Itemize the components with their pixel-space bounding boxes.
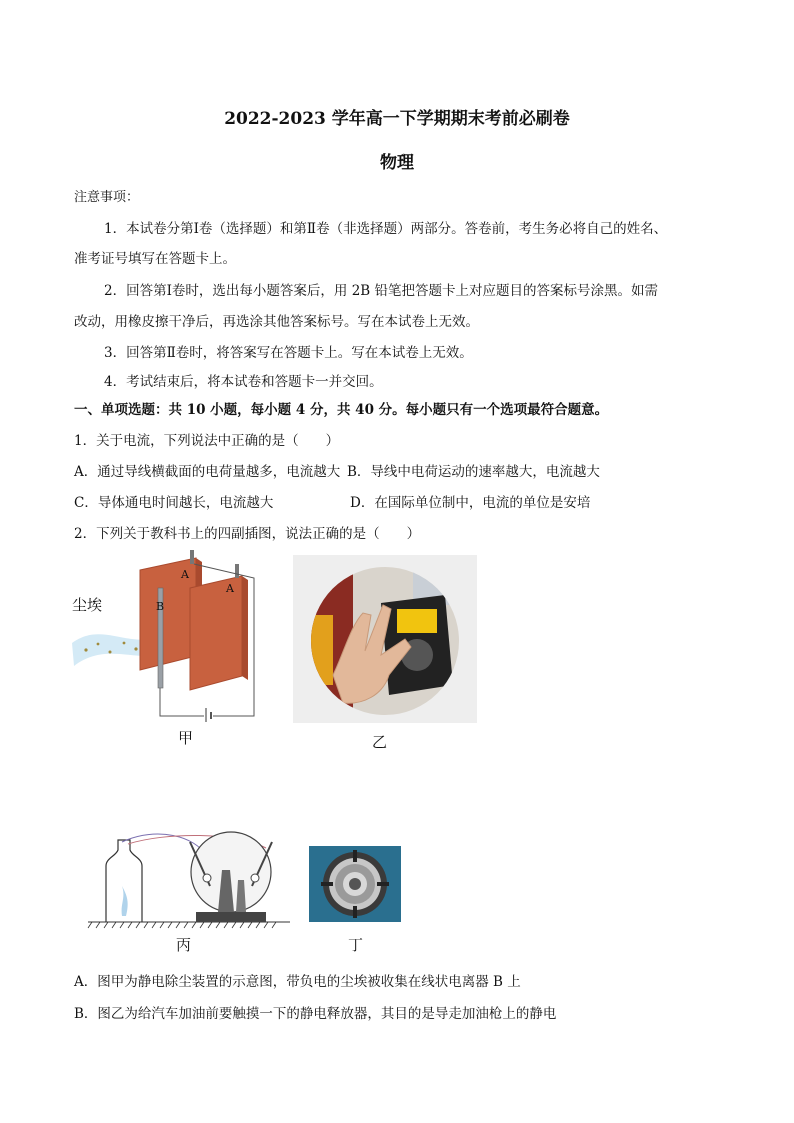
q1-option-b: B．导线中电荷运动的速率越大，电流越大 bbox=[347, 464, 600, 480]
notice-heading: 注意事项： bbox=[74, 190, 140, 205]
q1-stem: 1．关于电流，下列说法中正确的是（ ） bbox=[74, 433, 340, 449]
label-plate-a2: A bbox=[226, 582, 234, 595]
label-plate-a1: A bbox=[181, 568, 189, 581]
notice-item-1: 1．本试卷分第Ⅰ卷（选择题）和第Ⅱ卷（非选择题）两部分。答卷前，考生务必将自己的姓名、 bbox=[104, 221, 668, 237]
figure-yi-static-release bbox=[293, 555, 477, 723]
caption-ding: 丁 bbox=[348, 936, 364, 954]
notice-item-4: 4．考试结束后，将本试卷和答题卡一并交回。 bbox=[104, 374, 383, 390]
figure-ding-burner bbox=[309, 846, 401, 922]
q1-option-d: D．在国际单位制中，电流的单位是安培 bbox=[350, 495, 591, 511]
q2-option-a: A．图甲为静电除尘装置的示意图，带负电的尘埃被收集在线状电离器 B 上 bbox=[74, 974, 521, 990]
notice-item-2-cont: 改动，用橡皮擦干净后，再选涂其他答案标号。写在本试卷上无效。 bbox=[74, 314, 479, 330]
subject-title: 物理 bbox=[380, 153, 414, 173]
q2-option-b: B．图乙为给汽车加油前要触摸一下的静电释放器，其目的是导走加油枪上的静电 bbox=[74, 1006, 557, 1022]
notice-item-3: 3．回答第Ⅱ卷时，将答案写在答题卡上。写在本试卷上无效。 bbox=[104, 345, 473, 361]
notice-item-2: 2．回答第Ⅰ卷时，选出每小题答案后，用 2B 铅笔把答题卡上对应题目的答案标号涂黑。如需 bbox=[104, 283, 659, 299]
q1-option-a: A．通过导线横截面的电荷量越多，电流越大 bbox=[74, 464, 341, 480]
figure-jia-precipitator bbox=[66, 548, 266, 723]
caption-jia: 甲 bbox=[178, 729, 194, 747]
page-title: 2022-2023 学年高一下学期期末考前必刷卷 bbox=[224, 109, 570, 129]
caption-bing: 丙 bbox=[176, 936, 192, 954]
label-dust: 尘埃 bbox=[72, 596, 103, 614]
q2-stem: 2．下列关于教科书上的四副插图，说法正确的是（ ） bbox=[74, 526, 421, 542]
caption-yi: 乙 bbox=[372, 733, 388, 751]
label-wire-b: B bbox=[156, 600, 165, 613]
notice-item-1-cont: 准考证号填写在答题卡上。 bbox=[74, 251, 236, 267]
figure-bing-apparatus bbox=[86, 828, 292, 930]
q1-option-c: C．导体通电时间越长，电流越大 bbox=[74, 495, 274, 511]
section-heading: 一、单项选题：共 10 小题，每小题 4 分，共 40 分。每小题只有一个选项最符合题意。 bbox=[74, 402, 609, 418]
